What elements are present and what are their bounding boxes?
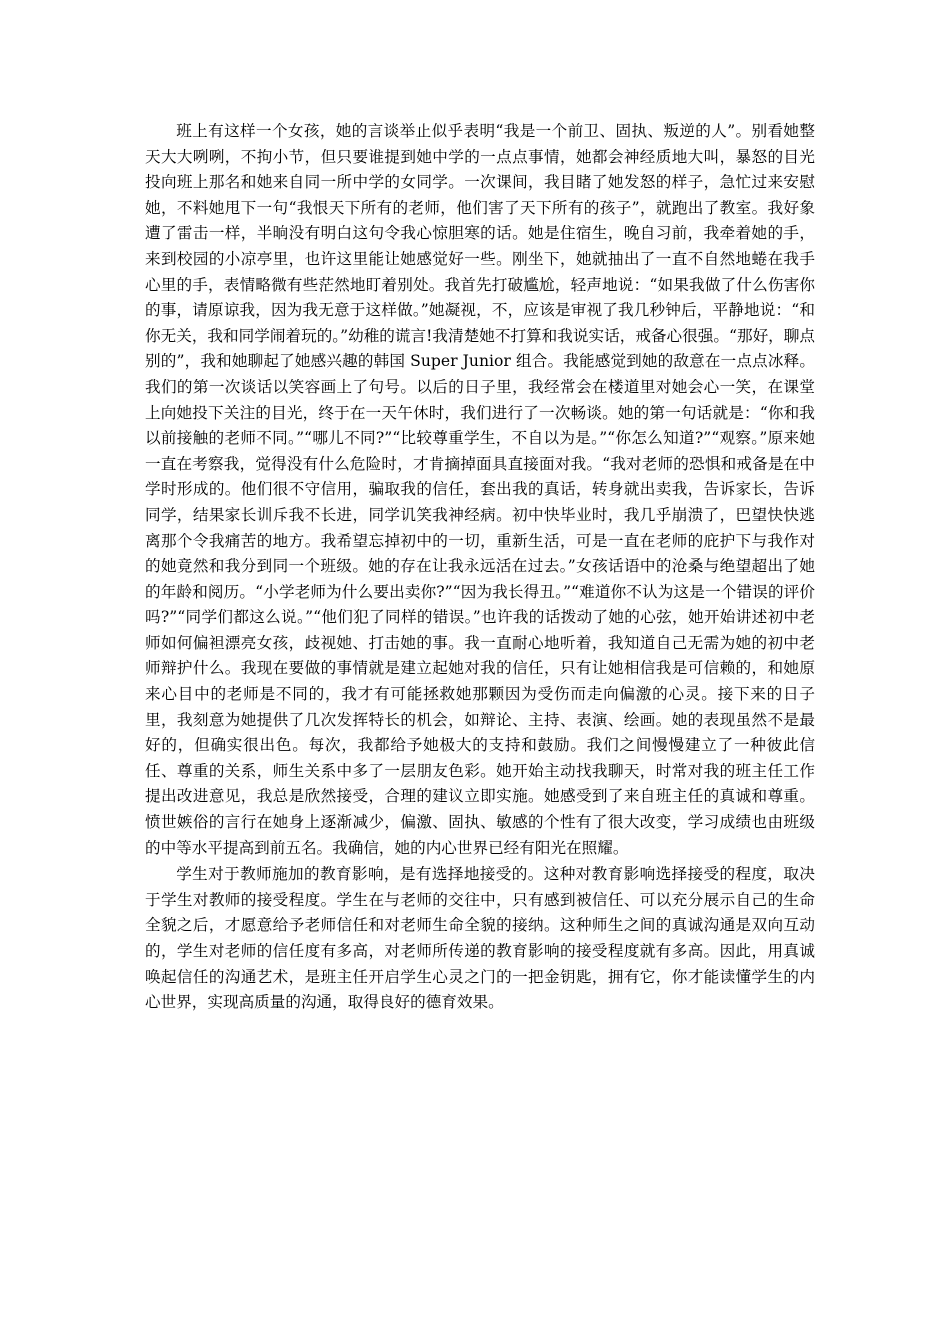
body-paragraph-2: 学生对于教师施加的教育影响，是有选择地接受的。这种对教育影响选择接受的程度，取决于学生对教师的接受程度。学生在与老师的交往中，只有感到被信任、可以充分展示自己的生命全貌之后，才愿意给予老师信任和对老师生命全貌的接纳。这种师生之间的真诚沟通是双向互动的，学生对老师的信任度有多高，对老师所传递的教育影响的接受程度就有多高。因此，用真诚唤起信任的沟通艺术，是班主任开启学生心灵之门的一把金钥匙，拥有它，你才能读懂学生的内心世界，实现高质量的沟通，取得良好的德育效果。 (145, 865, 815, 1012)
document-body (145, 119, 815, 1016)
body-paragraph-1: 班上有这样一个女孩，她的言谈举止似乎表明“我是一个前卫、固执、叛逆的人”。别看她整天大大咧咧，不拘小节，但只要谁提到她中学的一点点事情，她都会神经质地大叫，暴怒的目光投向班上那名和她来自同一所中学的女同学。一次课间，我目睹了她发怒的样子，急忙过来安慰她，不料她甩下一句“我恨天下所有的老师，他们害了天下所有的孩子”，就跑出了教室。我好象遭了雷击一样，半晌没有明白这句令我心惊胆寒的话。她是住宿生，晚自习前，我牵着她的手，来到校园的小凉亭里，也许这里能让她感觉好一些。刚坐下，她就抽出了一直不自然地蜷在我手心里的手，表情略微有些茫然地盯着别处。我首先打破尴尬，轻声地说：“如果我做了什么伤害你的事，请原谅我，因为我无意于这样做。”她凝视，不，应该是审视了我几秒钟后，平静地说：“和你无关，我和同学闹着玩的。”幼稚的谎言!我清楚她不打算和我说实话，戒备心很强。“那好，聊点别的”，我和她聊起了她感兴趣的韩国 Super Junior 组合。我能感觉到她的敌意在一点点冰释。我们的第一次谈话以笑容画上了句号。以后的日子里，我经常会在楼道里对她会心一笑，在课堂上向她投下关注的目光，终于在一天午休时，我们进行了一次畅谈。她的第一句话就是：“你和我以前接触的老师不同。”“哪儿不同?”“比较尊重学生，不自以为是。”“你怎么知道?”“观察。”原来她一直在考察我，觉得没有什么危险时，才肯摘掉面具直接面对我。“我对老师的恐惧和戒备是在中学时形成的。他们很不守信用，骗取我的信任，套出我的真话，转身就出卖我，告诉家长，告诉同学，结果家长训斥我不长进，同学讥笑我神经病。初中快毕业时，我几乎崩溃了，巴望快快逃离那个令我痛苦的地方。我希望忘掉初中的一切，重新生活，可是一直在老师的庇护下与我作对的她竟然和我分到同一个班级。她的存在让我永远活在过去。”女孩话语中的沧桑与绝望超出了她的年龄和阅历。“小学老师为什么要出卖你?”“因为我长得丑。”“难道你不认为这是一个错误的评价吗?”“同学们都这么说。”“他们犯了同样的错误。”也许我的话拨动了她的心弦，她开始讲述初中老师如何偏袒漂亮女孩，歧视她、打击她的事。我一直耐心地听着，我知道自己无需为她的初中老师辩护什么。我现在要做的事情就是建立起她对我的信任，只有让她相信我是可信赖的，和她原来心目中的老师是不同的，我才有可能拯救她那颗因为受伤而走向偏激的心灵。接下来的日子里，我刻意为她提供了几次发挥特长的机会，如辩论、主持、表演、绘画。她的表现虽然不是最好的，但确实很出色。每次，我都给予她极大的支持和鼓励。我们之间慢慢建立了一种彼此信任、尊重的关系，师生关系中多了一层朋友色彩。她开始主动找我聊天，时常对我的班主任工作提出改进意见，我总是欣然接受，合理的建议立即实施。她感受到了来自班主任的真诚和尊重。愤世嫉俗的言行在她身上逐渐减少，偏激、固执、敏感的个性有了很大改变，学习成绩也由班级的中等水平提高到前五名。我确信，她的内心世界已经有阳光在照耀。 (145, 122, 815, 857)
